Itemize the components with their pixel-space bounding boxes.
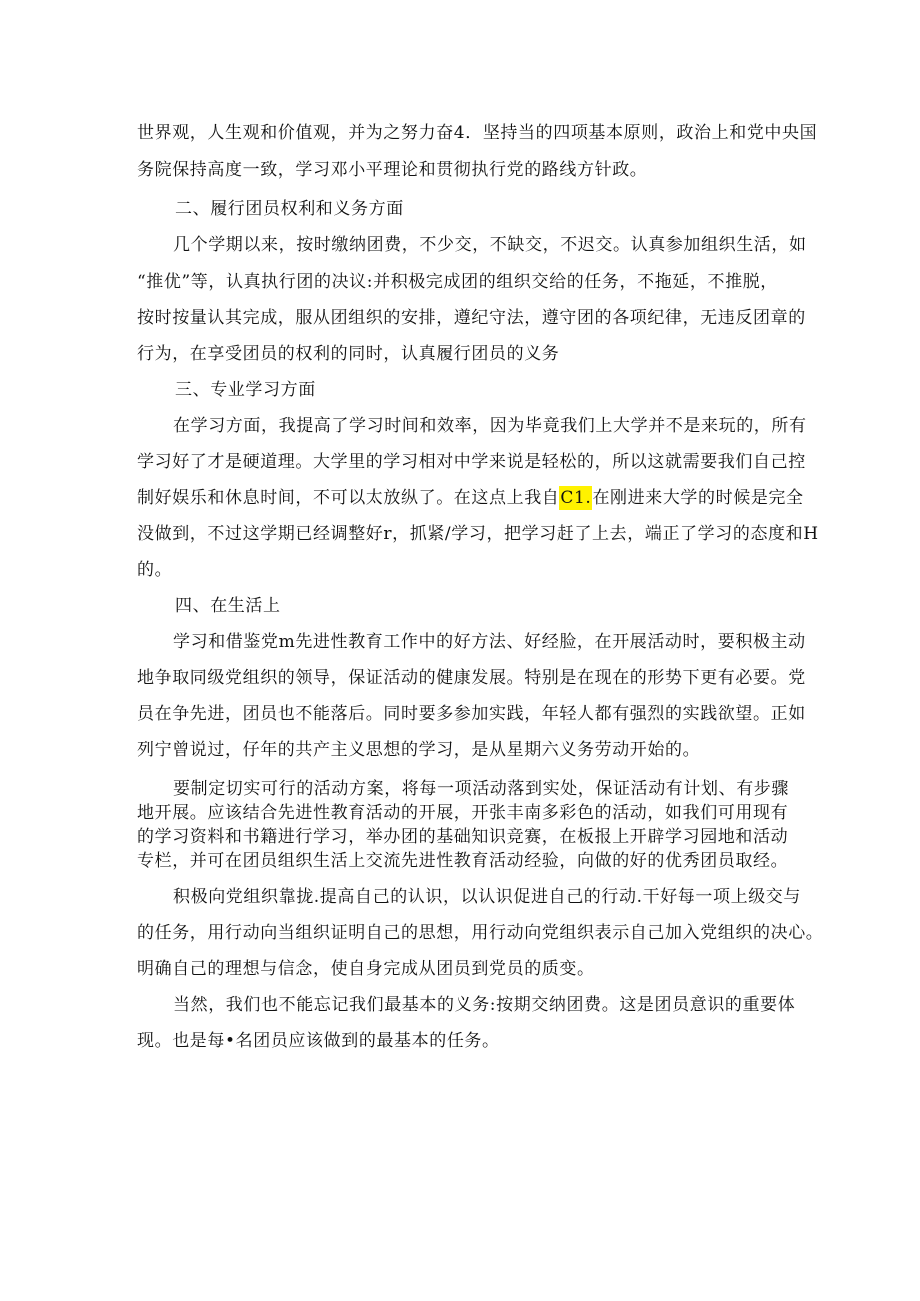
text-line: 几个学期以来，按时缴纳团费，不少交，不缺交，不迟交。认真参加组织生活，如 — [173, 235, 807, 255]
section-heading: 四、在生活上 — [175, 596, 281, 616]
text-line: 世界观，人生观和价值观，并为之努力奋4．坚持当的四项基本原则，政治上和党中央国 — [137, 123, 818, 143]
text-segment: 在刚进来大学的时候是完全 — [592, 488, 804, 508]
text-line: 明确自己的理想与信念，使自身完成从团员到党员的质变。 — [137, 959, 595, 979]
text-line: 要制定切实可行的活动方案，将每一项活动落到实处，保证活动有计划、有步骤 — [173, 779, 789, 799]
highlighted-text: C1. — [560, 488, 592, 508]
text-line: 行为，在享受团员的权利的同时，认真履行团员的义务 — [137, 344, 560, 364]
text-segment: 制好娱乐和休息时间，不可以太放纵了。在这点上我自 — [137, 488, 560, 508]
text-line: 按时按量认其完成，服从团组织的安排，遵纪守法，遵守团的各项纪律，无违反团章的 — [137, 308, 806, 328]
text-line: 现。也是每•名团员应该做到的最基本的任务。 — [137, 1031, 500, 1051]
text-line: 员在争先进，团员也不能落后。同时要多参加实践，年轻人都有强烈的实践欲望。正如 — [137, 704, 806, 724]
text-line: 的学习资料和书籍进行学习，举办团的基础知识竞赛，在板报上开辟学习园地和活动 — [137, 827, 789, 847]
text-line: 积极向党组织靠拢.提高自己的认识，以认识促进自己的行动.干好每一项上级交与 — [173, 887, 802, 907]
section-heading: 二、履行团员权利和义务方面 — [175, 199, 404, 219]
text-line: “推优”等，认真执行团的决议:并积极完成团的组织交给的任务，不拖延，不推脱， — [137, 272, 778, 292]
text-line: 务院保持高度一致，学习邓小平理论和贯彻执行党的路线方针政。 — [137, 160, 648, 180]
text-line: 地开展。应该结合先进性教育活动的开展，开张丰南多彩色的活动，如我们可用现有 — [137, 803, 789, 823]
text-line: 当然，我们也不能忘记我们最基本的义务:按期交纳团费。这是团员意识的重要体 — [173, 995, 796, 1015]
text-line: 专栏，并可在团员组织生活上交流先进性教育活动经验，向做的好的优秀团员取经。 — [137, 851, 789, 871]
section-heading: 三、专业学习方面 — [175, 380, 316, 400]
text-line: 学习好了才是硬道理。大学里的学习相对中学来说是轻松的，所以这就需要我们自己控 — [137, 452, 806, 472]
text-line: 的。 — [137, 560, 173, 580]
text-line-with-highlight — [137, 487, 804, 509]
text-line: 在学习方面，我提高了学习时间和效率，因为毕竟我们上大学并不是来玩的，所有 — [173, 416, 807, 436]
text-line: 学习和借鉴党m先进性教育工作中的好方法、好经脸，在开展活动时，要积极主动 — [173, 632, 806, 652]
text-line: 没做到，不过这学期已经调整好r，抓紧/学习，把学习赶了上去，端正了学习的态度和H — [137, 524, 819, 544]
text-line: 的任务，用行动向当组织证明自己的思想，用行动向党组织表示自己加入党组织的决心。 — [137, 923, 824, 943]
text-line: 列宁曾说过，仔年的共产主义思想的学习，是从星期六义务劳动开始的。 — [137, 740, 701, 760]
text-line: 地争取同级党组织的领导，保证活动的健康发展。特别是在现在的形势下更有必要。党 — [137, 668, 806, 688]
